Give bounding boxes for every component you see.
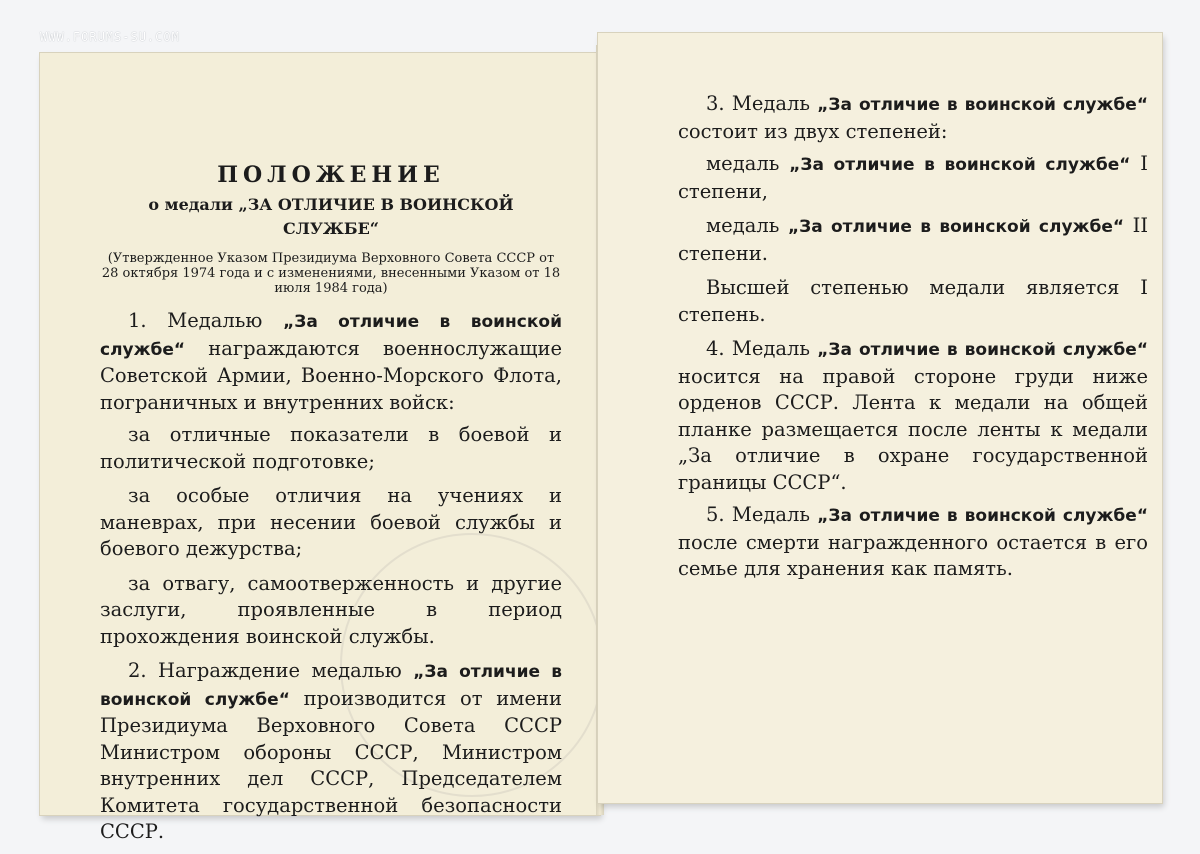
medal-name-bold: „За отличие в воинской службе“ (787, 217, 1125, 237)
degree-2-suffix: II степени. (678, 214, 1149, 265)
criterion-2: за особые отличия на учениях и маневрах, при несении боевой службы и боевого дежурства; (100, 484, 562, 560)
paragraph-1-text: награждаются военнослужащие Советской Армии, Военно-Морского Флота, пограничных и внутренних войск: (100, 336, 562, 414)
paragraph-5-text: после смерти награжденного остается в его семье для хранения как память. (678, 530, 1148, 580)
paragraph-3-text: состоит из двух степеней: (678, 119, 948, 143)
left-page-content (100, 161, 562, 852)
degree-1-prefix: медаль (706, 152, 790, 175)
watermark: WWW.FORUMS-SU.COM (40, 30, 180, 44)
highest-degree-note: Высшей степенью медали является I степень. (678, 276, 1148, 326)
right-page-content (678, 91, 1148, 589)
document-title: ПОЛОЖЕНИЕ (217, 162, 445, 188)
paragraph-3 (678, 91, 1148, 145)
degree-1 (678, 151, 1148, 205)
right-page (598, 33, 1162, 803)
document-subtitle: о медали „ЗА ОТЛИЧИЕ В ВОИНСКОЙ СЛУЖБЕ“ (148, 195, 514, 238)
medal-name-bold: „За отличие в воинской службе“ (817, 340, 1148, 360)
paragraph-2-text: производится от имени Президиума Верховного Совета СССР Министром обороны СССР, Министром внутренних дел СССР, Председателем Комитета государственной безопасности СССР. (100, 686, 562, 843)
decree-note: (Утвержденное Указом Президиума Верховного Совета СССР от 28 октября 1974 года и с изменениями, внесенными Указом от 18 июля 1984 года) (101, 251, 561, 296)
criterion-1: за отличные показатели в боевой и политической подготовке; (100, 423, 562, 473)
paragraph-2 (100, 658, 562, 846)
paragraph-5 (678, 502, 1148, 583)
paragraph-1-number: 1. Медалью (128, 309, 284, 332)
paragraph-3-number: 3. Медаль (706, 92, 818, 115)
paragraph-4-number: 4. Медаль (706, 337, 818, 360)
paragraph-4 (678, 336, 1148, 496)
paragraph-2-number: 2. Награждение медалью (128, 659, 414, 682)
paragraph-1 (100, 308, 562, 416)
degree-1-suffix: I степени, (678, 152, 1149, 203)
medal-name-bold: „За отличие в воинской службе“ (789, 155, 1131, 175)
medal-name-bold: „За отличие в воинской службе“ (817, 506, 1148, 526)
medal-name-bold: „За отличие в воинской службе“ (100, 312, 563, 360)
booklet (40, 33, 1162, 843)
medal-name-bold: „За отличие в воинской службе“ (817, 95, 1148, 115)
left-page (40, 53, 600, 843)
paragraph-5-number: 5. Медаль (706, 503, 818, 526)
criterion-3: за отвагу, самоотверженность и другие заслуги, проявленные в период прохождения воинской службы. (100, 571, 562, 648)
degree-2 (678, 213, 1148, 267)
paragraph-4-text: носится на правой стороне груди ниже орденов СССР. Лента к медали на общей планке размещается после ленты к медали „За отличие в охране государственной границы СССР“. (678, 364, 1148, 494)
medal-name-bold: „За отличие в воинской службе“ (100, 662, 562, 710)
degree-2-prefix: медаль (706, 214, 788, 237)
